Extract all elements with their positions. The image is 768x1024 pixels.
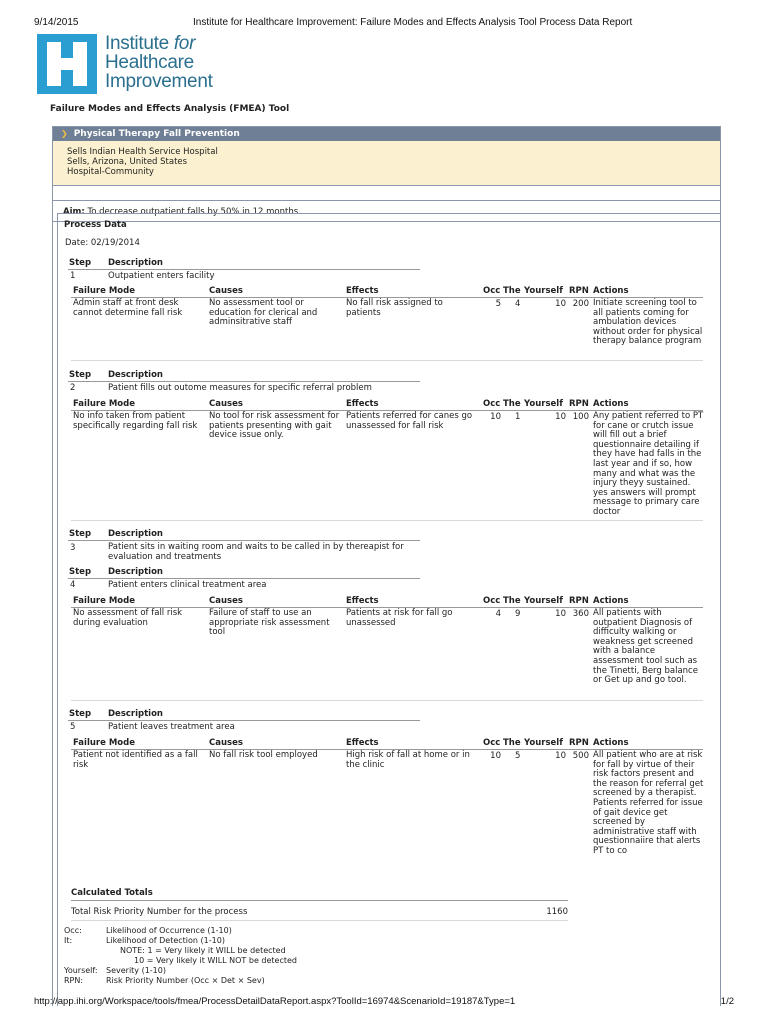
causes-cell: Failure of staff to use an appropriate risk assessment tool [209, 608, 330, 638]
actions-cell: All patients with outpatient Diagnosis of difficulty walking or weakness get screened with a balance assessment tool such as the Tinetti, Berg balance or Get up and go tool. [593, 608, 698, 686]
causes-cell: No fall risk tool employed [209, 750, 318, 760]
legend-value: Severity (1-10) [106, 966, 166, 975]
effects-cell: Patients at risk for fall go unassessed [346, 608, 453, 628]
col-occ: Occ [483, 399, 501, 409]
col-actions: Actions [593, 596, 629, 606]
rpn-cell: 100 [572, 412, 589, 422]
col-effects: Effects [346, 596, 379, 606]
col-the: The [503, 596, 521, 606]
occ-cell: 10 [490, 412, 501, 422]
col-occ: Occ [483, 286, 501, 296]
page-number: 1/2 [720, 996, 734, 1007]
col-rpn: RPN [569, 399, 589, 409]
organization-info [53, 141, 720, 186]
failure-mode-cell: No info taken from patient specifically regarding fall risk [73, 411, 198, 431]
step-number: 5 [70, 722, 76, 732]
divider [71, 700, 703, 701]
col-step: Step [69, 567, 92, 577]
step-number: 1 [70, 271, 76, 281]
rpn-cell: 200 [572, 299, 589, 309]
rpn-cell: 500 [572, 751, 589, 761]
print-page-title: Institute for Healthcare Improvement: Failure Modes and Effects Analysis Tool Process Data Report [193, 17, 633, 28]
failure-mode-cell: Patient not identified as a fall risk [73, 750, 198, 770]
col-occ: Occ [483, 738, 501, 748]
chevron-right-icon: ❯ [61, 129, 68, 138]
col-occ: Occ [483, 596, 501, 606]
org-type: Hospital-Community [67, 167, 154, 177]
ihi-logo-icon [37, 34, 97, 94]
divider [68, 578, 420, 579]
col-actions: Actions [593, 399, 629, 409]
step-number: 4 [70, 580, 76, 590]
causes-cell: No tool for risk assessment for patients presenting with gait device issue only. [209, 411, 340, 441]
col-yourself: Yourself [524, 399, 563, 409]
col-causes: Causes [209, 596, 243, 606]
logo-line3: Improvement [105, 71, 213, 92]
col-description: Description [108, 529, 163, 539]
divider [68, 381, 420, 382]
col-causes: Causes [209, 286, 243, 296]
severity-cell: 10 [555, 751, 566, 761]
legend-value: Risk Priority Number (Occ × Det × Sev) [106, 976, 265, 985]
divider [71, 900, 568, 901]
aim-label: Aim: [63, 207, 85, 217]
divider [68, 269, 420, 270]
occ-cell: 10 [490, 751, 501, 761]
col-rpn: RPN [569, 596, 589, 606]
failure-mode-cell: Admin staff at front desk cannot determine fall risk [73, 298, 183, 318]
severity-cell: 10 [555, 299, 566, 309]
occ-cell: 5 [495, 299, 501, 309]
col-causes: Causes [209, 399, 243, 409]
divider [71, 920, 568, 921]
rpn-cell: 360 [572, 609, 589, 619]
legend-key: RPN: [64, 976, 84, 985]
col-effects: Effects [346, 738, 379, 748]
severity-cell: 10 [555, 412, 566, 422]
org-location: Sells, Arizona, United States [67, 157, 188, 167]
detection-cell: 5 [515, 751, 521, 761]
col-failure-mode: Failure Mode [73, 399, 135, 409]
org-name: Sells Indian Health Service Hospital [67, 147, 218, 157]
totals-heading: Calculated Totals [71, 888, 153, 898]
process-heading: Process Data [64, 220, 127, 230]
col-yourself: Yourself [524, 286, 563, 296]
actions-cell: Any patient referred to PT for cane or crutch issue will fill out a brief questionnaire detailing if they have had falls in the last year and if so, how many and what was the injury theyy sustained. yes answers will prompt message to primary care doctor [593, 411, 704, 517]
col-step: Step [69, 370, 92, 380]
process-data-area [57, 213, 720, 1006]
col-the: The [503, 286, 521, 296]
col-causes: Causes [209, 738, 243, 748]
step-number: 2 [70, 383, 76, 393]
failure-mode-cell: No assessment of fall risk during evaluation [73, 608, 183, 628]
col-description: Description [108, 370, 163, 380]
col-the: The [503, 738, 521, 748]
totals-label: Total Risk Priority Number for the process [71, 907, 248, 917]
divider [71, 360, 703, 361]
col-rpn: RPN [569, 286, 589, 296]
legend-key: Yourself: [64, 966, 98, 975]
legend-note: 10 = Very likely it WILL NOT be detected [134, 956, 297, 965]
step-description: Outpatient enters facility [108, 271, 215, 281]
logo-line1-for: for [173, 33, 196, 54]
ihi-logo [37, 34, 237, 96]
aim-text: To decrease outpatient falls by 50% in 12 months [84, 207, 299, 217]
actions-cell: Initiate screening tool to all patients coming for ambulation devices without order for physical therapy balance program [593, 298, 703, 347]
col-step: Step [69, 709, 92, 719]
detection-cell: 1 [515, 412, 521, 422]
effects-cell: Patients referred for canes go unassessed for fall risk [346, 411, 473, 431]
step-description: Patient fills out outome measures for specific referral problem [108, 383, 372, 393]
panel-header [53, 127, 720, 141]
divider [68, 540, 420, 541]
col-yourself: Yourself [524, 596, 563, 606]
step-description: Patient leaves treatment area [108, 722, 235, 732]
print-date: 9/14/2015 [34, 17, 79, 28]
col-description: Description [108, 709, 163, 719]
panel-title: Physical Therapy Fall Prevention [73, 129, 240, 139]
severity-cell: 10 [555, 609, 566, 619]
col-failure-mode: Failure Mode [73, 596, 135, 606]
col-failure-mode: Failure Mode [73, 286, 135, 296]
effects-cell: No fall risk assigned to patients [346, 298, 443, 318]
step-description: Patient sits in waiting room and waits to be called in by thereapist for evaluation and treatments [108, 542, 404, 562]
col-effects: Effects [346, 399, 379, 409]
fmea-panel [52, 126, 721, 1006]
totals-value: 1160 [546, 907, 568, 917]
divider [71, 520, 703, 521]
logo-line1: Institute [105, 33, 174, 54]
occ-cell: 4 [495, 609, 501, 619]
col-the: The [503, 399, 521, 409]
col-rpn: RPN [569, 738, 589, 748]
step-number: 3 [70, 543, 76, 553]
logo-line2: Healthcare [105, 52, 194, 73]
legend-value: Likelihood of Detection (1-10) [106, 936, 225, 945]
logo-wordmark [105, 34, 213, 91]
detection-cell: 4 [515, 299, 521, 309]
col-step: Step [69, 529, 92, 539]
causes-cell: No assessment tool or education for clerical and adminsitrative staff [209, 298, 318, 328]
col-yourself: Yourself [524, 738, 563, 748]
print-url: http://app.ihi.org/Workspace/tools/fmea/ProcessDetailDataReport.aspx?ToolId=16974&ScenarioId=19187&Type=1 [34, 996, 516, 1007]
legend-value: Likelihood of Occurrence (1-10) [106, 926, 232, 935]
col-failure-mode: Failure Mode [73, 738, 135, 748]
col-step: Step [69, 258, 92, 268]
process-date: Date: 02/19/2014 [65, 238, 140, 248]
legend-note: NOTE: 1 = Very likely it WILL be detected [120, 946, 286, 955]
divider [68, 720, 420, 721]
col-actions: Actions [593, 286, 629, 296]
effects-cell: High risk of fall at home or in the clinic [346, 750, 470, 770]
col-actions: Actions [593, 738, 629, 748]
detection-cell: 9 [515, 609, 521, 619]
legend-key: Occ: [64, 926, 82, 935]
col-effects: Effects [346, 286, 379, 296]
col-description: Description [108, 258, 163, 268]
legend-key: It: [64, 936, 73, 945]
tool-title: Failure Modes and Effects Analysis (FMEA) Tool [50, 104, 290, 114]
actions-cell: All patient who are at risk for fall by virtue of their risk factors present and the reason for referral get screened by a therapist. Patients referred for issue of gait device get screened by administrative staff with questionnaiire that alerts PT to co [593, 750, 704, 856]
step-description: Patient enters clinical treatment area [108, 580, 267, 590]
col-description: Description [108, 567, 163, 577]
